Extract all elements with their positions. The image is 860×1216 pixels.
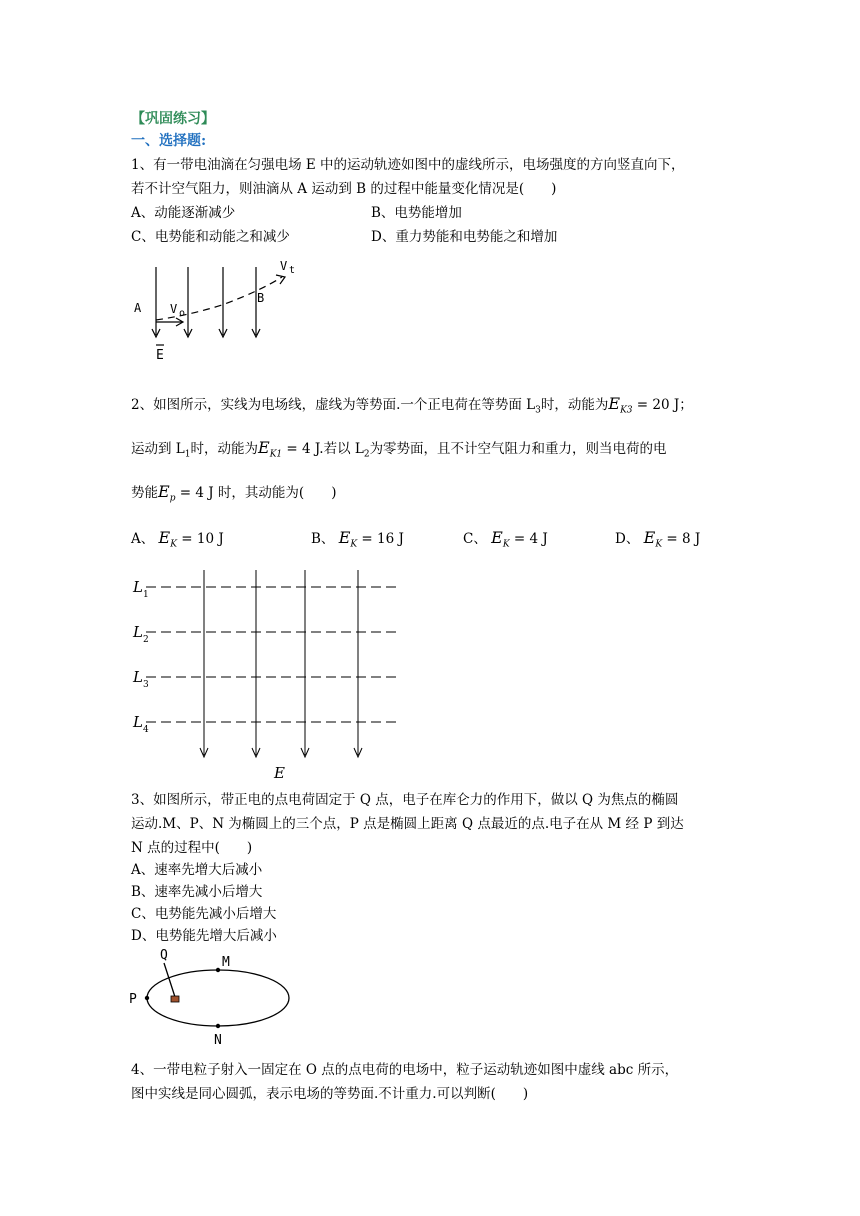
q3-option-c: C、电势能先减小后增大 [131,906,277,922]
q2-label-l3: L [133,668,143,686]
q2-label-l2: L [133,623,143,641]
q2-opt-c-ek: E [491,528,503,547]
subsection-title: 一、选择题: [131,133,207,149]
q2-opt-d-label: D、 [615,531,640,547]
q2-opt-a-ek-sub: K [170,539,177,550]
q2-opt-a-ek: E [158,528,171,547]
q2-l3-pre: 势能 [131,485,158,501]
q3-stem-line1: 3、如图所示，带正电的点电荷固定于 Q 点，电子在库仑力的作用下，做以 Q 为焦点的椭圆 [131,792,679,808]
q1-stem-line1: 1、有一带电油滴在匀强电场 E 中的运动轨迹如图中的虚线所示，电场强度的方向竖直向下， [131,157,685,173]
q3-figure [126,945,301,1048]
q1-label-e: E [156,348,164,363]
q2-opt-d-val: = 8 J [662,531,701,547]
q2-option-a [131,526,224,557]
q1-label-v0-sub: o [179,308,186,319]
point-n-marker [216,1024,220,1028]
q1-option-c: C、电势能和动能之和减少 [131,229,290,245]
q3-option-d: D、电势能先增大后减小 [131,928,277,944]
q3-label-m: M [222,955,230,970]
q2-l3-post: = 4 J 时，其动能为( ) [175,485,337,501]
q2-l2-sub: 1 [184,449,191,460]
charge-q-marker [171,996,179,1002]
q2-l2-sub2: 2 [363,449,370,460]
q4-stem-line1: 4、一带电粒子射入一固定在 O 点的点电荷的电场中，粒子运动轨迹如图中虚线 abc 所示， [131,1062,679,1078]
q2-l2-val: = 4 J.若以 L [282,441,364,457]
q2-l1-mid: 时，动能为 [540,397,609,413]
q2-stem-line2 [131,436,667,467]
q2-opt-d-ek-sub: K [655,539,663,550]
q2-l1-eq-sub: K3 [620,405,633,416]
q2-l1-eq: E [608,394,621,413]
q2-l2-pre: 运动到 L [131,441,185,457]
q2-label-l2-sub: 2 [143,635,149,645]
q3-option-a: A、速率先增大后减小 [131,862,263,878]
q2-option-c [463,526,548,557]
q2-label-l4-sub: 4 [143,725,149,735]
q3-stem-line3: N 点的过程中( ) [131,840,253,856]
q2-l1-sub: 3 [535,405,541,416]
q1-figure [130,255,300,365]
q2-opt-c-ek-sub: K [502,539,510,550]
q3-label-p: P [129,992,137,1007]
q2-opt-b-label: B、 [311,531,335,547]
q1-label-a: A [134,301,142,315]
q2-l1-pre: 2、如图所示，实线为电场线，虚线为等势面.一个正电荷在等势面 L [131,397,536,413]
q2-stem-line3 [131,480,336,511]
q2-l2-eq-sub: K1 [269,449,283,460]
q2-opt-d-ek: E [643,528,656,547]
q2-opt-a-label: A、 [131,531,155,547]
q2-option-d [615,526,700,557]
q2-opt-c-label: C、 [463,531,487,547]
q2-label-l4: L [133,713,143,731]
q2-l1-val: = 20 J； [632,397,693,413]
q2-label-l3-sub: 3 [143,680,149,690]
q2-label-l1-sub: 1 [143,590,149,600]
q3-stem-line2: 运动.M、P、N 为椭圆上的三个点，P 点是椭圆上距离 Q 点最近的点.电子在从 M 经 P 到达 [131,816,684,832]
q3-label-n: N [214,1033,222,1048]
q4-stem-line2: 图中实线是同心圆弧，表示电场的等势面.不计重力.可以判断( ) [131,1086,529,1102]
q1-stem-line2: 若不计空气阻力，则油滴从 A 运动到 B 的过程中能量变化情况是( ) [131,181,557,197]
section-title: 【巩固练习】 [131,111,215,127]
q1-label-v0: V [170,302,178,316]
q2-label-e: E [274,764,285,782]
q1-label-vt-sub: t [289,265,296,276]
q1-label-b: B [257,291,265,305]
point-m-marker [216,968,220,972]
q2-opt-b-ek-sub: K [350,539,358,550]
q2-l2-post: 为零势面，且不计空气阻力和重力，则当电荷的电 [369,441,667,457]
q2-l2-eq: E [258,438,270,457]
q2-figure [130,565,410,785]
q1-option-b: B、电势能增加 [371,205,462,221]
q2-opt-a-val: = 10 J [176,531,224,547]
q1-option-a: A、动能逐渐减少 [131,205,236,221]
q1-label-vt: V [280,259,288,273]
q2-label-l1: L [133,578,143,596]
q1-option-d: D、重力势能和电势能之和增加 [371,229,558,245]
point-p-marker [145,996,149,1000]
q2-l3-eq-sub: p [169,493,176,504]
q2-option-b [311,526,404,557]
q3-option-b: B、速率先减小后增大 [131,884,263,900]
q2-l3-eq: E [158,482,170,501]
q2-opt-c-val: = 4 J [509,531,548,547]
q2-stem-line1 [131,392,693,423]
q2-opt-b-ek: E [338,528,351,547]
q2-opt-b-val: = 16 J [357,531,404,547]
q3-label-q: Q [160,948,168,963]
q2-l2-mid: 时，动能为 [190,441,258,457]
